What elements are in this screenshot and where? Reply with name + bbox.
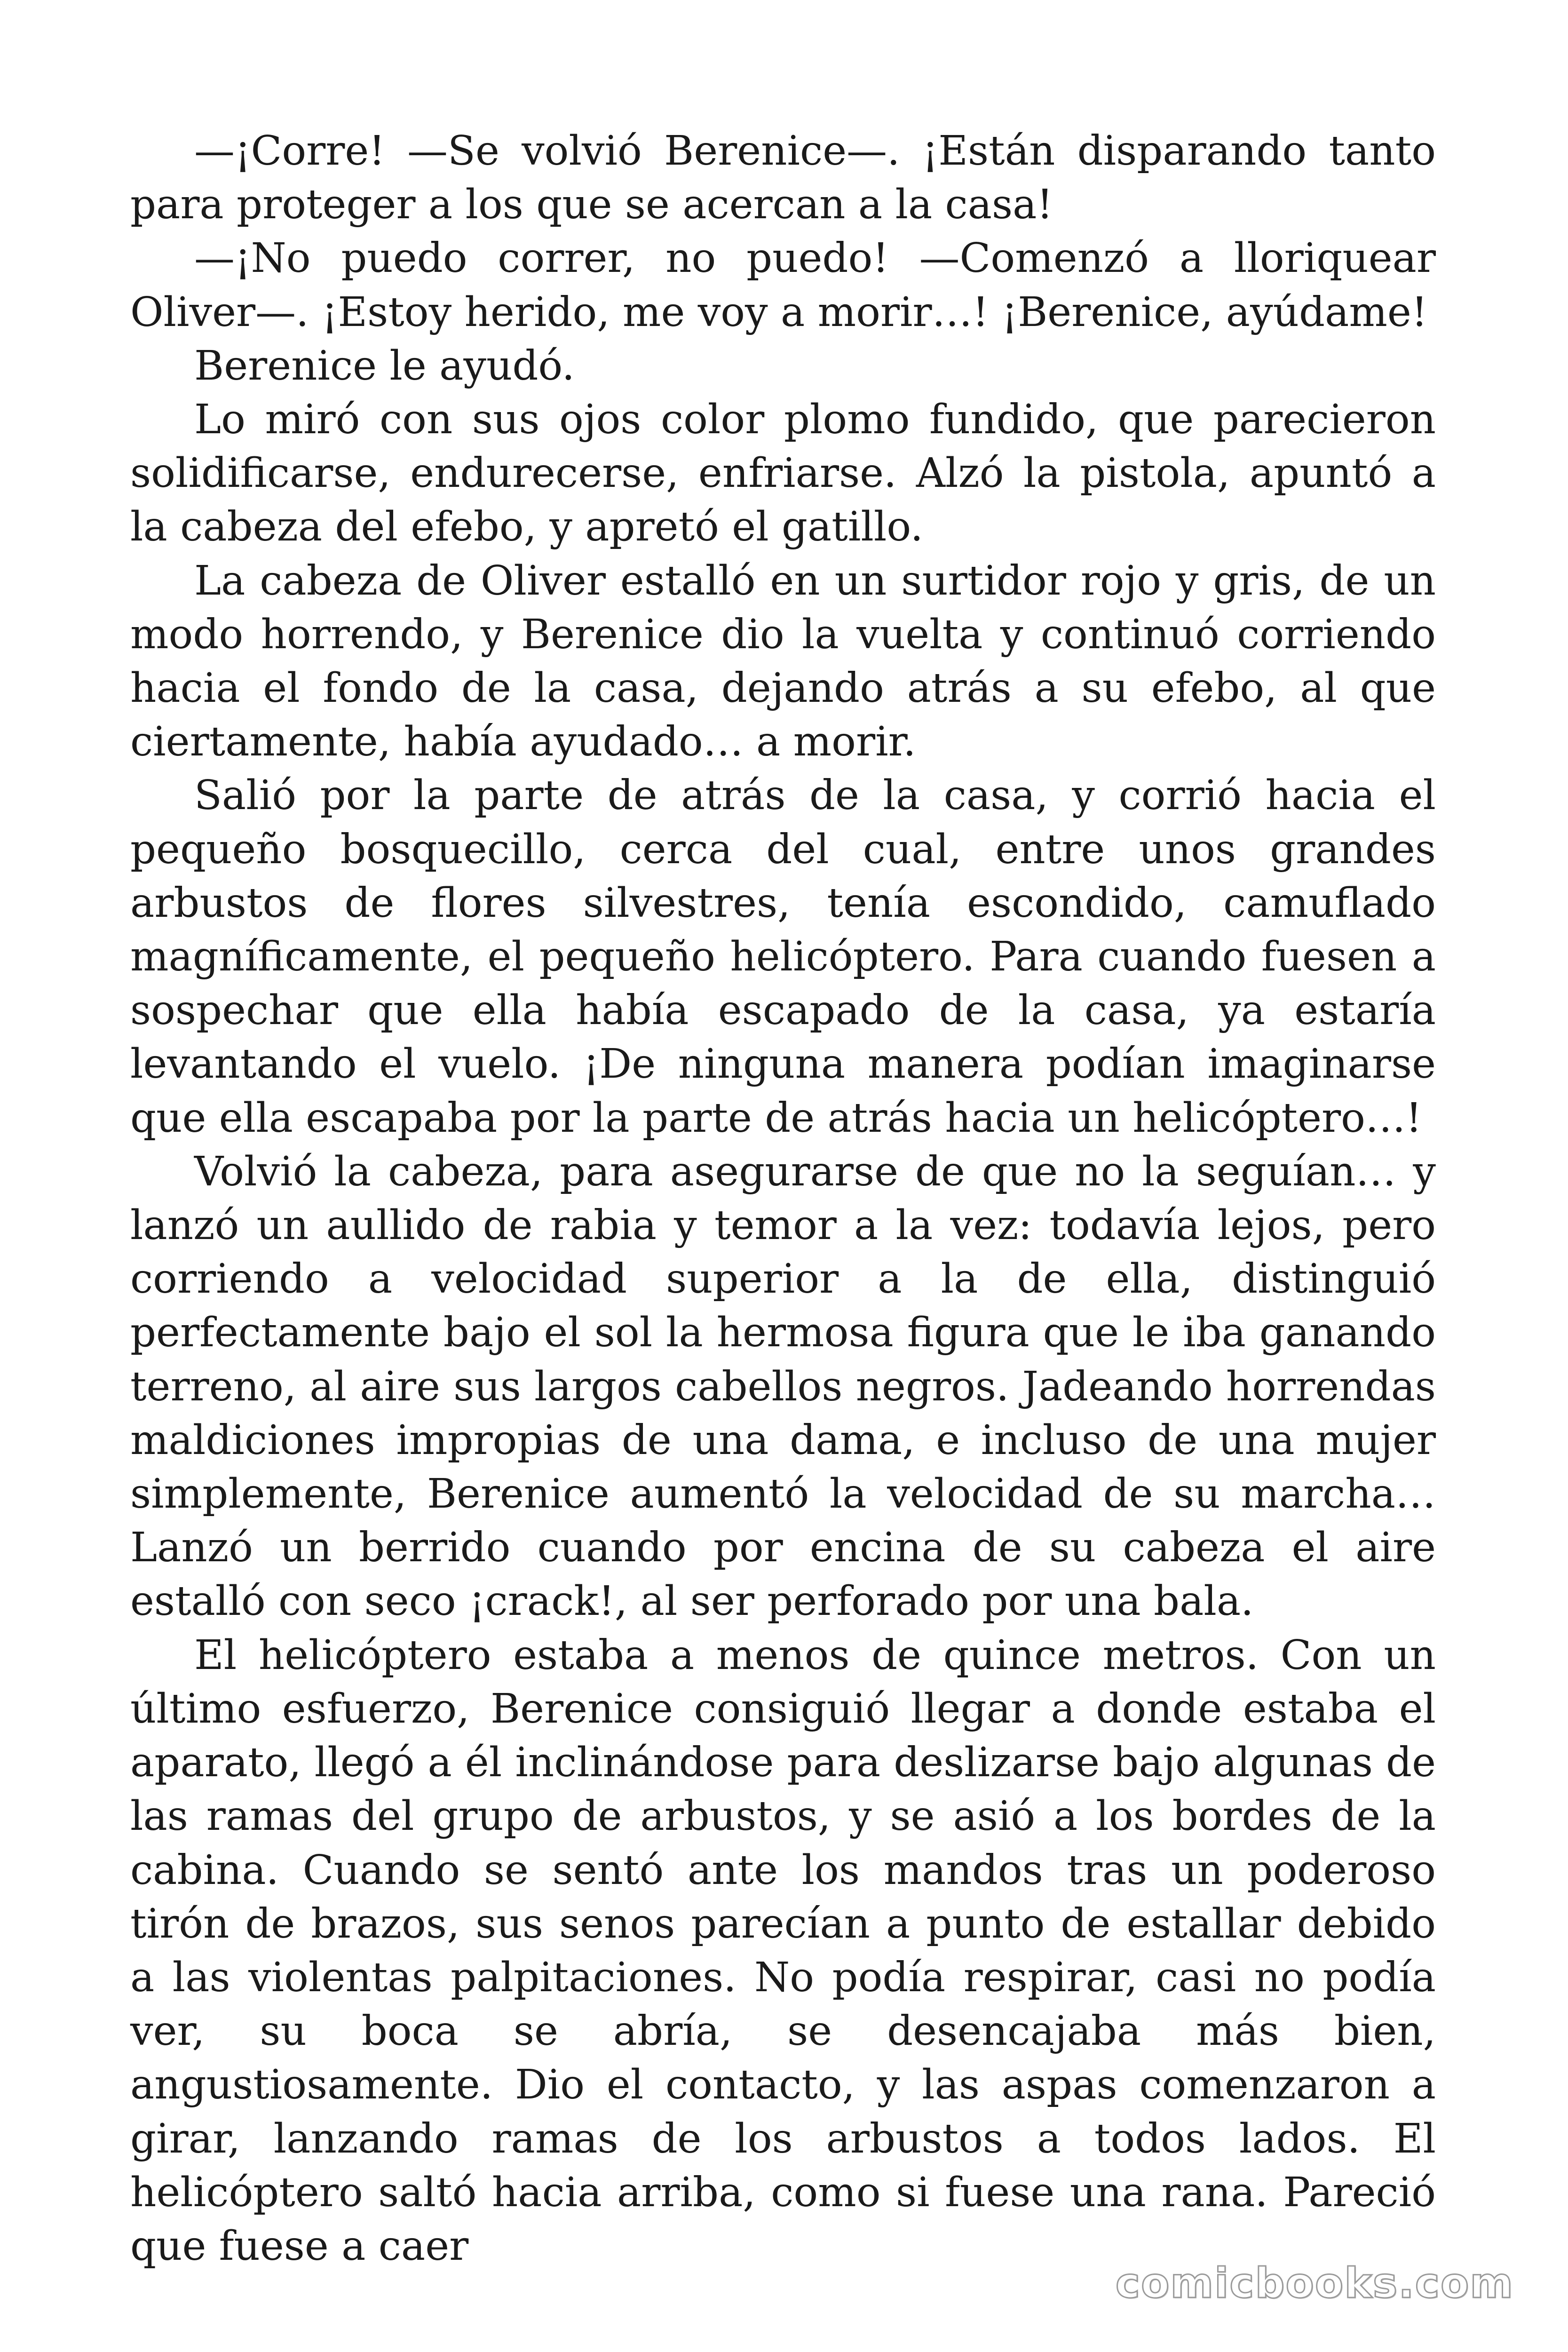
paragraph-4: Lo miró con sus ojos color plomo fundido, que parecieron solidificarse, endurecerse, enfriarse. Alzó la pistola, apuntó a la cabeza del efebo, y apretó el gatillo. <box>130 396 1436 551</box>
paragraph-8: El helicóptero estaba a menos de quince metros. Con un último esfuerzo, Berenice consiguió llegar a donde estaba el aparato, llegó a él inclinándose para deslizarse bajo algunas de las ramas del grupo de arbustos, y se asió a los bordes de la cabina. Cuando se sentó ante los mandos tras un poderoso tirón de brazos, sus senos parecían a punto de estallar debido a las violentas palpitaciones. No podía respirar, casi no podía ver, su boca se abría, se desencajaba más bien, angustiosamente. Dio el contacto, y las aspas comenzaron a girar, lanzando ramas de los arbustos a todos lados. El helicóptero saltó hacia arriba, como si fuese una rana. Pareció que fuese a caer <box>130 1631 1436 2270</box>
paragraph-7: Volvió la cabeza, para asegurarse de que no la seguían… y lanzó un aullido de rabia y temor a la vez: todavía lejos, pero corriendo a velocidad superior a la de ella, distinguió perfectamente bajo el sol la hermosa figura que le iba ganando terreno, al aire sus largos cabellos negros. Jadeando horrendas maldiciones impropias de una dama, e incluso de una mujer simplemente, Berenice aumentó la velocidad de su marcha… Lanzó un berrido cuando por encina de su cabeza el aire estalló con seco ¡crack!, al ser perforado por una bala. <box>130 1148 1436 1625</box>
paragraph-6: Salió por la parte de atrás de la casa, y corrió hacia el pequeño bosquecillo, cerca del cual, entre unos grandes arbustos de flores silvestres, tenía escondido, camuflado magníficamente, el pequeño helicóptero. Para cuando fuesen a sospechar que ella había escapado de la casa, ya estaría levantando el vuelo. ¡De ninguna manera podían imaginarse que ella escapaba por la parte de atrás hacia un helicóptero…! <box>130 772 1436 1142</box>
watermark-logo: comicbooks.com <box>1115 2259 1514 2307</box>
paragraph-1: —¡Corre! —Se volvió Berenice—. ¡Están disparando tanto para proteger a los que se acercan a la casa! <box>130 127 1436 229</box>
paragraph-3: Berenice le ayudó. <box>194 342 575 389</box>
page-body-text <box>130 124 1436 2273</box>
paragraph-2: —¡No puedo correr, no puedo! —Comenzó a lloriquear Oliver—. ¡Estoy herido, me voy a morir…! ¡Berenice, ayúdame! <box>130 235 1436 336</box>
paragraph-5: La cabeza de Oliver estalló en un surtidor rojo y gris, de un modo horrendo, y Berenice dio la vuelta y continuó corriendo hacia el fondo de la casa, dejando atrás a su efebo, al que ciertamente, había ayudado… a morir. <box>130 557 1436 766</box>
